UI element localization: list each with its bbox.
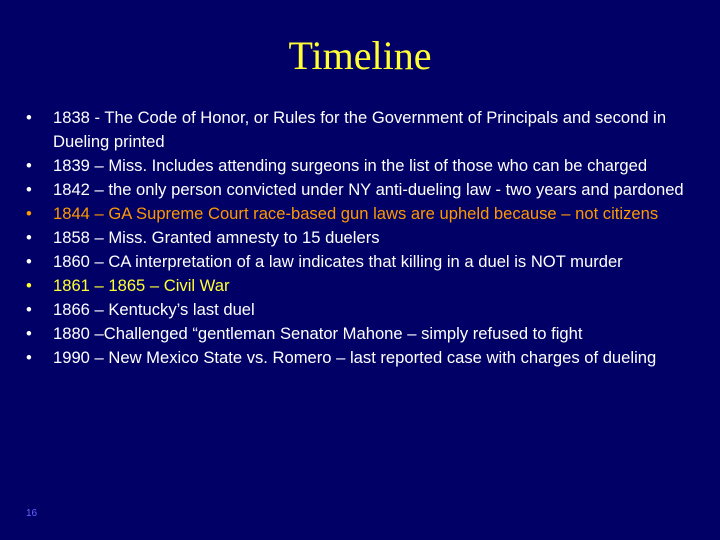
timeline-item-text: 1866 – Kentucky’s last duel	[53, 300, 255, 319]
timeline-item-1839	[26, 154, 686, 178]
timeline-item-1858	[26, 226, 686, 250]
timeline-item-1866	[26, 298, 686, 322]
bullet-icon: •	[26, 300, 32, 319]
timeline-item-1861	[26, 274, 686, 298]
bullet-icon: •	[26, 252, 32, 271]
bullet-icon: •	[26, 348, 32, 367]
timeline-item-text: 1858 – Miss. Granted amnesty to 15 duelers	[53, 228, 380, 247]
slide-number: 16	[26, 508, 38, 519]
timeline-item-1990	[26, 346, 686, 370]
timeline-item-text: 1844 – GA Supreme Court race-based gun laws are upheld because – not citizens	[53, 204, 659, 223]
timeline-item-text: 1880 –Challenged “gentleman Senator Mahone – simply refused to fight	[53, 324, 583, 343]
timeline-item-text: 1838 - The Code of Honor, or Rules for the Government of Principals and second in Dueling printed	[53, 108, 667, 151]
timeline-item-1838	[26, 106, 686, 154]
bullet-icon: •	[26, 156, 32, 175]
timeline-item-1860	[26, 250, 686, 274]
slide-title: Timeline	[288, 33, 432, 78]
bullet-icon: •	[26, 228, 32, 247]
bullet-icon: •	[26, 276, 32, 295]
bullet-icon: •	[26, 108, 32, 127]
bullet-icon: •	[26, 204, 32, 223]
timeline-item-1880	[26, 322, 686, 346]
timeline-item-text: 1990 – New Mexico State vs. Romero – last reported case with charges of dueling	[53, 348, 657, 367]
timeline-item-1842	[26, 178, 686, 202]
bullet-icon: •	[26, 324, 32, 343]
timeline-item-text: 1842 – the only person convicted under NY anti-dueling law - two years and pardoned	[53, 180, 684, 199]
timeline-list	[26, 106, 686, 370]
timeline-item-text: 1861 – 1865 – Civil War	[53, 276, 230, 295]
timeline-item-1844	[26, 202, 686, 226]
timeline-item-text: 1839 – Miss. Includes attending surgeons in the list of those who can be charged	[53, 156, 648, 175]
timeline-item-text: 1860 – CA interpretation of a law indicates that killing in a duel is NOT murder	[53, 252, 623, 271]
bullet-icon: •	[26, 180, 32, 199]
